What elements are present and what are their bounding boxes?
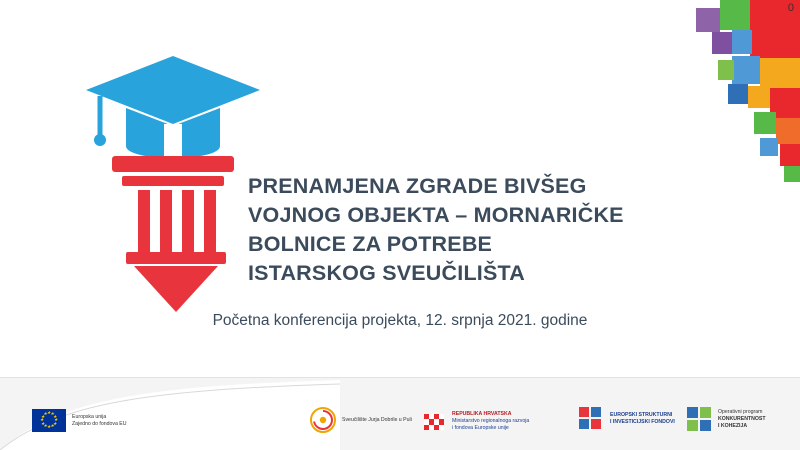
op-kk-caption: Operativni program KONKURENTNOST I KOHEZIJA [718,408,766,429]
colour-block-4 [712,32,732,54]
eu-star: ★ [46,410,51,416]
colour-block-12 [754,112,776,134]
esif-caption: EUROPSKI STRUKTURNI I INVESTICIJSKI FONDOVI [610,412,675,425]
operational-programme-competitiveness-and-cohesion [686,406,766,432]
colour-block-13 [780,144,800,166]
title-line-1: PRENAMJENA ZGRADE BIVŠEG [248,174,587,198]
colour-block-3 [732,30,752,54]
eu-flag-icon [32,409,66,432]
eu-star: ★ [52,413,57,419]
ministry-of-regional-development-and-eu-funds [422,408,529,434]
ministry-caption: REPUBLIKA HRVATSKA Ministarstvo regionalnoga razvoja i fondova Europske unije [452,410,530,431]
eu-star: ★ [39,417,44,423]
european-structural-and-investment-funds [578,406,675,432]
university-spiral-icon [310,407,336,433]
eu-star: ★ [50,423,55,429]
page-number: 0 [787,2,794,14]
eu-star: ★ [40,420,45,426]
eu-star: ★ [40,413,45,419]
eu-star: ★ [52,420,57,426]
university-pencil-column-logo [78,44,268,314]
colour-block-5 [760,58,800,88]
title-line-3: BOLNICE ZA POTREBE [248,232,493,256]
title-line-4: ISTARSKOG SVEUČILIŠTA [248,261,525,285]
colour-block-2 [696,8,720,32]
slide-title [248,172,668,288]
colour-block-10 [728,84,748,104]
footer-logo-row [0,378,800,450]
colour-block-7 [718,60,734,80]
eu-structural-and-investment-funds-flag [32,409,127,432]
op-kk-mark-icon [686,406,712,432]
colour-block-9 [748,86,770,108]
colour-block-14 [760,138,778,156]
title-line-2: VOJNOG OBJEKTA – MORNARIČKE [248,203,624,227]
colour-block-15 [784,166,800,182]
esif-mark-icon [578,406,604,432]
checker-square [439,425,444,430]
graduation-cap-icon [86,56,260,163]
eu-star: ★ [46,424,51,430]
eu-star: ★ [50,411,55,417]
university-juraj-dobrila-pula [310,407,412,433]
eu-flag-caption: Europska unija Zajedno do fondova EU [72,413,127,427]
eu-star: ★ [43,411,48,417]
column-pencil-icon [112,156,234,312]
slide-subtitle: Početna konferencija projekta, 12. srpnja 2021. godine [212,312,588,329]
colour-block-1 [720,0,750,30]
colour-block-11 [776,118,800,144]
eu-star: ★ [53,417,58,423]
university-caption: Sveučilište Jurja Dobrile u Puli [342,416,412,423]
colour-block-mosaic [600,0,800,200]
colour-block-6 [732,56,760,84]
croatian-coat-of-arms-icon [422,408,446,434]
eu-star: ★ [43,423,48,429]
